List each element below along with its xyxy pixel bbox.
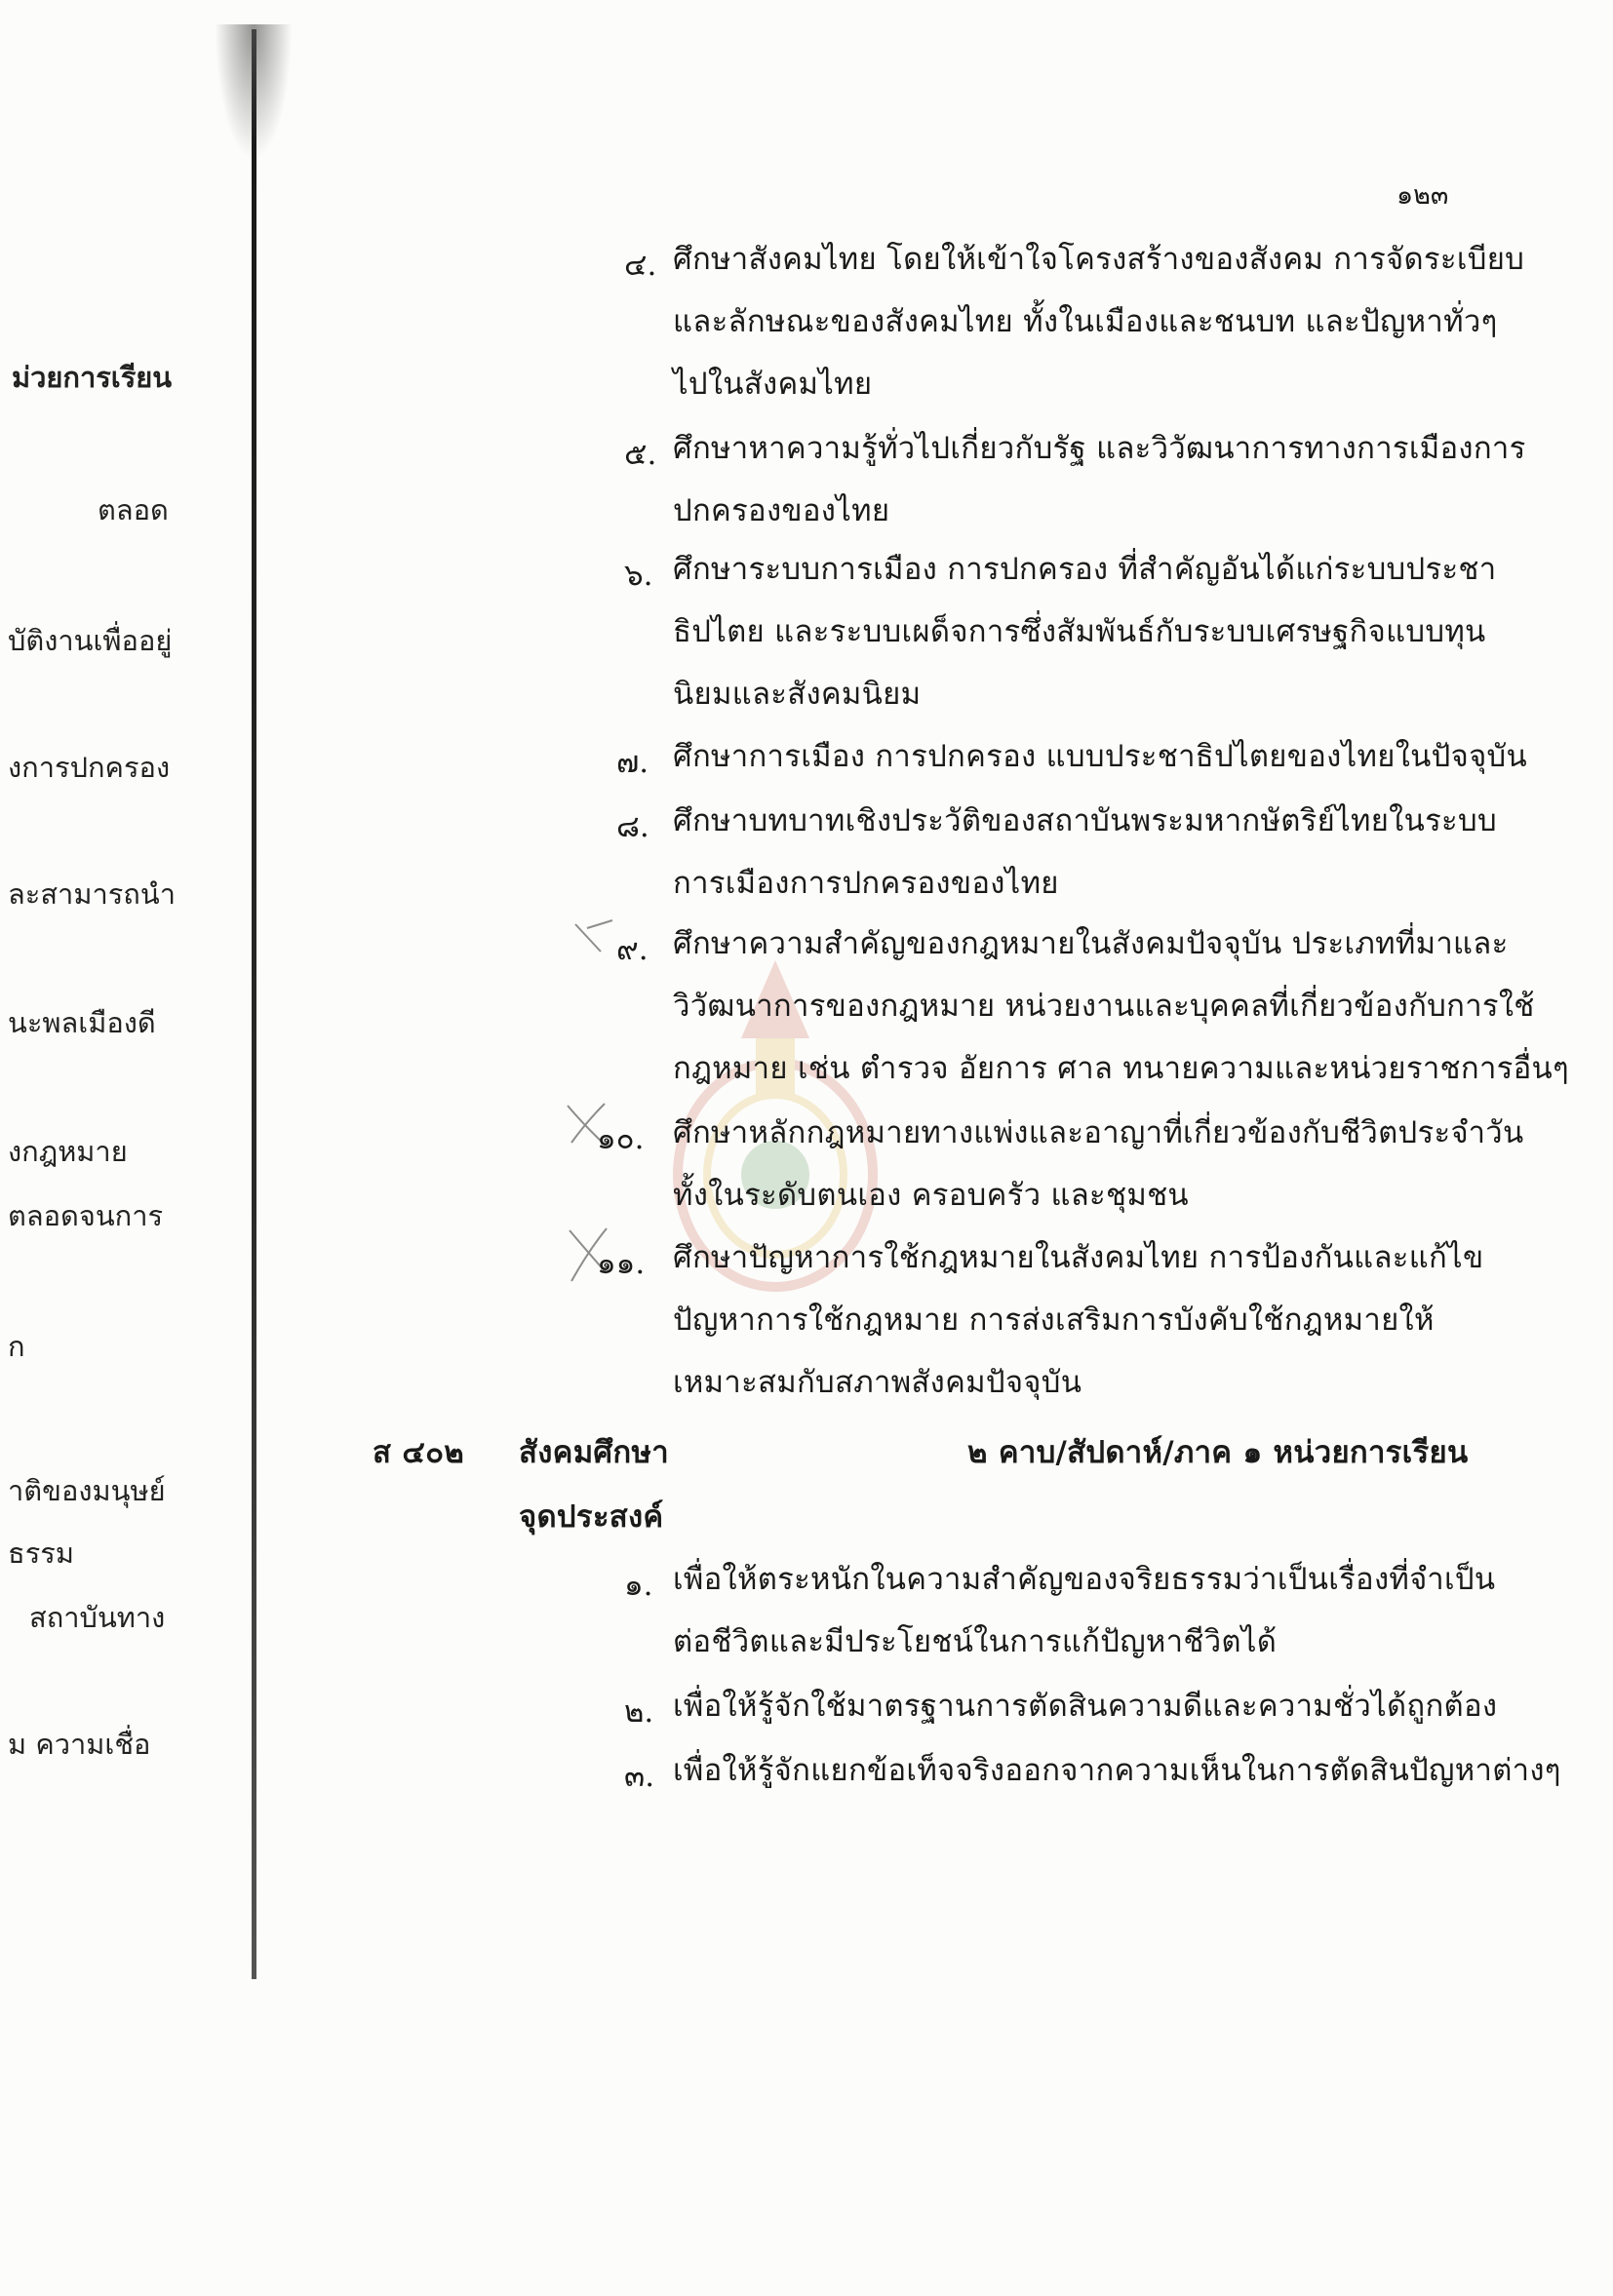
item-line: การเมืองการปกครองของไทย xyxy=(673,866,1059,901)
left-fragment: งกฎหมาย xyxy=(8,1135,128,1168)
left-fragment: ม ความเชื่อ xyxy=(8,1728,151,1761)
objective-number: ๓. xyxy=(624,1759,655,1794)
page-number: ๑๒๓ xyxy=(1397,180,1449,211)
item-number: ๑๑. xyxy=(597,1246,646,1281)
item-line: ศึกษาสังคมไทย โดยให้เข้าใจโครงสร้างของสังคม การจัดระเบียบ xyxy=(673,242,1525,277)
item-line: ศึกษาหลักกฎหมายทางแพ่งและอาญาที่เกี่ยวข้องกับชีวิตประจำวัน xyxy=(673,1115,1524,1150)
item-line: ศึกษาระบบการเมือง การปกครอง ที่สำคัญอันได้แก่ระบบประชา xyxy=(673,552,1497,587)
objective-line: เพื่อให้รู้จักแยกข้อเท็จจริงออกจากความเห็นในการตัดสินปัญหาต่างๆ xyxy=(673,1753,1561,1788)
item-line: กฎหมาย เช่น ตำรวจ อัยการ ศาล ทนายความและหน่วยราชการอื่นๆ xyxy=(673,1051,1569,1086)
left-fragment: นะพลเมืองดี xyxy=(8,1006,156,1039)
left-fragment: ตลอดจนการ xyxy=(8,1199,164,1232)
item-line: นิยมและสังคมนิยม xyxy=(673,677,922,712)
objective-line: เพื่อให้ตระหนักในความสำคัญของจริยธรรมว่าเป็นเรื่องที่จำเป็น xyxy=(673,1562,1496,1597)
course-hours: ๒ คาบ/สัปดาห์/ภาค ๑ หน่วยการเรียน xyxy=(967,1435,1469,1470)
item-number: ๘. xyxy=(616,809,649,844)
objective-line: ต่อชีวิตและมีประโยชน์ในการแก้ปัญหาชีวิตได้ xyxy=(673,1624,1278,1659)
item-number: ๕. xyxy=(624,437,657,472)
binding-line xyxy=(252,29,256,1979)
item-number: ๙. xyxy=(616,932,649,967)
item-line: ธิปไตย และระบบเผด็จการซึ่งสัมพันธ์กับระบบเศรษฐกิจแบบทุน xyxy=(673,614,1486,649)
course-code: ส ๔๐๒ xyxy=(373,1435,465,1470)
item-line: ไปในสังคมไทย xyxy=(673,367,873,402)
item-line: เหมาะสมกับสภาพสังคมปัจจุบัน xyxy=(673,1365,1082,1400)
left-fragment: บัติงานเพื่ออยู่ xyxy=(8,624,173,657)
pencil-tick-icon xyxy=(573,918,622,957)
objective-line: เพื่อให้รู้จักใช้มาตรฐานการตัดสินความดีและความชั่วได้ถูกต้อง xyxy=(673,1689,1498,1724)
item-line: และลักษณะของสังคมไทย ทั้งในเมืองและชนบท และปัญหาทั่วๆ xyxy=(673,304,1498,339)
left-fragment: งการปกครอง xyxy=(8,751,171,784)
item-line: ศึกษาบทบาทเชิงประวัติของสถาบันพระมหากษัตริย์ไทยในระบบ xyxy=(673,803,1497,838)
left-fragment: ตลอด xyxy=(98,493,169,526)
left-fragment: ละสามารถนำ xyxy=(8,877,176,911)
left-fragment: าติของมนุษย์ xyxy=(8,1474,166,1507)
item-number: ๗. xyxy=(616,745,649,780)
item-line: ศึกษาความสำคัญของกฎหมายในสังคมปัจจุบัน ประเภทที่มาและ xyxy=(673,926,1509,961)
item-line: วิวัฒนาการของกฎหมาย หน่วยงานและบุคคลที่เกี่ยวข้องกับการใช้ xyxy=(673,989,1535,1024)
item-line: ปกครองของไทย xyxy=(673,493,890,528)
left-fragment: ม่วยการเรียน xyxy=(12,361,173,394)
item-line: ศึกษาหาความรู้ทั่วไปเกี่ยวกับรัฐ และวิวัฒนาการทางการเมืองการ xyxy=(673,431,1526,466)
objectives-heading: จุดประสงค์ xyxy=(519,1499,664,1535)
left-fragment: ธรรม xyxy=(8,1537,74,1570)
left-fragment: สถาบันทาง xyxy=(29,1601,166,1634)
item-line: ศึกษาการเมือง การปกครอง แบบประชาธิปไตยของไทยในปัจจุบัน xyxy=(673,739,1528,774)
objective-number: ๒. xyxy=(624,1694,654,1730)
item-line: ทั้งในระดับตนเอง ครอบครัว และชุมชน xyxy=(673,1178,1189,1213)
item-line: ปัญหาการใช้กฎหมาย การส่งเสริมการบังคับใช้กฎหมายให้ xyxy=(673,1303,1435,1338)
item-line: ศึกษาปัญหาการใช้กฎหมายในสังคมไทย การป้องกันและแก้ไข xyxy=(673,1240,1484,1275)
left-fragment: ก xyxy=(8,1330,25,1363)
item-number: ๑๐. xyxy=(597,1121,645,1156)
item-number: ๖. xyxy=(624,558,653,593)
course-title: สังคมศึกษา xyxy=(519,1435,669,1470)
objective-number: ๑. xyxy=(624,1568,653,1603)
item-number: ๔. xyxy=(624,248,657,283)
